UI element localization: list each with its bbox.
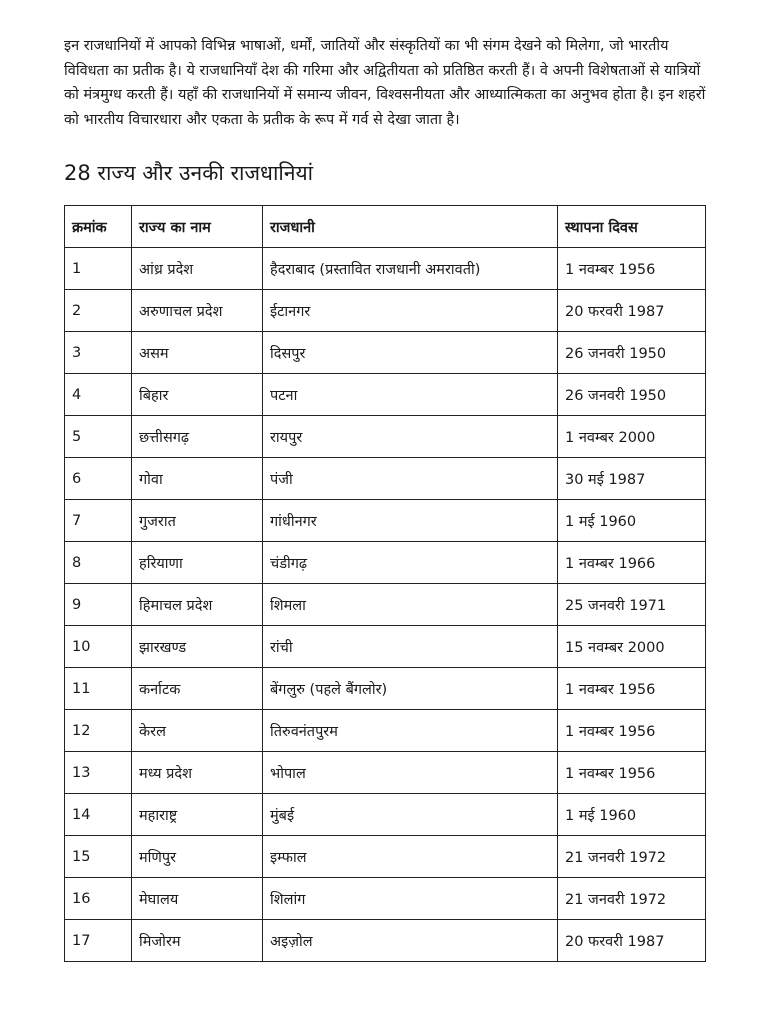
table-row bbox=[65, 710, 706, 752]
cell-state: केरल bbox=[132, 710, 263, 752]
cell-state: मणिपुर bbox=[132, 836, 263, 878]
cell-serial: 6 bbox=[65, 458, 132, 500]
table-row bbox=[65, 332, 706, 374]
table-row bbox=[65, 542, 706, 584]
table-row bbox=[65, 374, 706, 416]
table-header-row bbox=[65, 206, 706, 248]
cell-serial: 5 bbox=[65, 416, 132, 458]
table-row bbox=[65, 458, 706, 500]
cell-capital: रायपुर bbox=[263, 416, 558, 458]
cell-capital: मुंबई bbox=[263, 794, 558, 836]
cell-founding-day: 1 नवम्बर 1956 bbox=[558, 248, 706, 290]
header-state: राज्य का नाम bbox=[132, 206, 263, 248]
table-row bbox=[65, 500, 706, 542]
cell-founding-day: 1 मई 1960 bbox=[558, 500, 706, 542]
cell-capital: अइज़ोल bbox=[263, 920, 558, 962]
cell-serial: 13 bbox=[65, 752, 132, 794]
cell-capital: चंडीगढ़ bbox=[263, 542, 558, 584]
cell-state: हरियाणा bbox=[132, 542, 263, 584]
cell-state: गुजरात bbox=[132, 500, 263, 542]
cell-founding-day: 21 जनवरी 1972 bbox=[558, 878, 706, 920]
cell-founding-day: 26 जनवरी 1950 bbox=[558, 332, 706, 374]
table-row bbox=[65, 416, 706, 458]
cell-capital: बेंगलुरु (पहले बैंगलोर) bbox=[263, 668, 558, 710]
cell-state: कर्नाटक bbox=[132, 668, 263, 710]
cell-serial: 2 bbox=[65, 290, 132, 332]
table-row bbox=[65, 878, 706, 920]
cell-capital: शिलांग bbox=[263, 878, 558, 920]
cell-state: मिजोरम bbox=[132, 920, 263, 962]
cell-state: अरुणाचल प्रदेश bbox=[132, 290, 263, 332]
cell-founding-day: 1 मई 1960 bbox=[558, 794, 706, 836]
cell-founding-day: 20 फरवरी 1987 bbox=[558, 290, 706, 332]
cell-capital: पटना bbox=[263, 374, 558, 416]
cell-founding-day: 30 मई 1987 bbox=[558, 458, 706, 500]
cell-capital: ईटानगर bbox=[263, 290, 558, 332]
cell-state: हिमाचल प्रदेश bbox=[132, 584, 263, 626]
table-row bbox=[65, 794, 706, 836]
cell-serial: 4 bbox=[65, 374, 132, 416]
cell-founding-day: 15 नवम्बर 2000 bbox=[558, 626, 706, 668]
cell-state: असम bbox=[132, 332, 263, 374]
cell-founding-day: 21 जनवरी 1972 bbox=[558, 836, 706, 878]
table-row bbox=[65, 836, 706, 878]
cell-state: महाराष्ट्र bbox=[132, 794, 263, 836]
table-body bbox=[65, 248, 706, 962]
cell-serial: 7 bbox=[65, 500, 132, 542]
table-row bbox=[65, 668, 706, 710]
cell-capital: इम्फाल bbox=[263, 836, 558, 878]
cell-founding-day: 1 नवम्बर 1956 bbox=[558, 668, 706, 710]
cell-state: मध्य प्रदेश bbox=[132, 752, 263, 794]
cell-capital: हैदराबाद (प्रस्तावित राजधानी अमरावती) bbox=[263, 248, 558, 290]
cell-founding-day: 26 जनवरी 1950 bbox=[558, 374, 706, 416]
cell-state: बिहार bbox=[132, 374, 263, 416]
cell-state: झारखण्ड bbox=[132, 626, 263, 668]
header-capital: राजधानी bbox=[263, 206, 558, 248]
cell-serial: 8 bbox=[65, 542, 132, 584]
cell-capital: गांधीनगर bbox=[263, 500, 558, 542]
cell-state: गोवा bbox=[132, 458, 263, 500]
header-serial: क्रमांक bbox=[65, 206, 132, 248]
cell-serial: 14 bbox=[65, 794, 132, 836]
cell-serial: 1 bbox=[65, 248, 132, 290]
cell-serial: 3 bbox=[65, 332, 132, 374]
table-row bbox=[65, 248, 706, 290]
table-row bbox=[65, 584, 706, 626]
cell-founding-day: 1 नवम्बर 2000 bbox=[558, 416, 706, 458]
cell-serial: 15 bbox=[65, 836, 132, 878]
cell-serial: 11 bbox=[65, 668, 132, 710]
table-row bbox=[65, 626, 706, 668]
cell-serial: 17 bbox=[65, 920, 132, 962]
section-heading: 28 राज्य और उनकी राजधानियां bbox=[64, 161, 314, 185]
cell-capital: तिरुवनंतपुरम bbox=[263, 710, 558, 752]
cell-state: मेघालय bbox=[132, 878, 263, 920]
cell-capital: शिमला bbox=[263, 584, 558, 626]
cell-state: छत्तीसगढ़ bbox=[132, 416, 263, 458]
cell-capital: पंजी bbox=[263, 458, 558, 500]
header-founding-day: स्थापना दिवस bbox=[558, 206, 706, 248]
table-row bbox=[65, 752, 706, 794]
cell-founding-day: 1 नवम्बर 1956 bbox=[558, 710, 706, 752]
cell-capital: रांची bbox=[263, 626, 558, 668]
cell-capital: दिसपुर bbox=[263, 332, 558, 374]
cell-founding-day: 25 जनवरी 1971 bbox=[558, 584, 706, 626]
cell-founding-day: 1 नवम्बर 1966 bbox=[558, 542, 706, 584]
cell-serial: 10 bbox=[65, 626, 132, 668]
cell-serial: 16 bbox=[65, 878, 132, 920]
cell-capital: भोपाल bbox=[263, 752, 558, 794]
cell-founding-day: 20 फरवरी 1987 bbox=[558, 920, 706, 962]
states-capitals-table bbox=[64, 205, 706, 962]
cell-state: आंध्र प्रदेश bbox=[132, 248, 263, 290]
cell-founding-day: 1 नवम्बर 1956 bbox=[558, 752, 706, 794]
cell-serial: 9 bbox=[65, 584, 132, 626]
intro-paragraph: इन राजधानियों में आपको विभिन्न भाषाओं, धर्मों, जातियों और संस्कृतियों का भी संगम देखने को मिलेगा, जो भारतीय विविधता का प्रतीक है। ये राजधानियाँ देश की गरिमा और अद्वितीयता को प्रतिष्ठित करती हैं। वे अपनी विशेषताओं से यात्रियों को मंत्रमुग्ध करती हैं। यहाँ की राजधानियों में समान्य जीवन, विश्वसनीयता और आध्यात्मिकता का अनुभव होता है। इन शहरों को भारतीय विचारधारा और एकता के प्रतीक के रूप में गर्व से देखा जाता है। bbox=[64, 38, 706, 128]
cell-serial: 12 bbox=[65, 710, 132, 752]
table-row bbox=[65, 920, 706, 962]
table-row bbox=[65, 290, 706, 332]
